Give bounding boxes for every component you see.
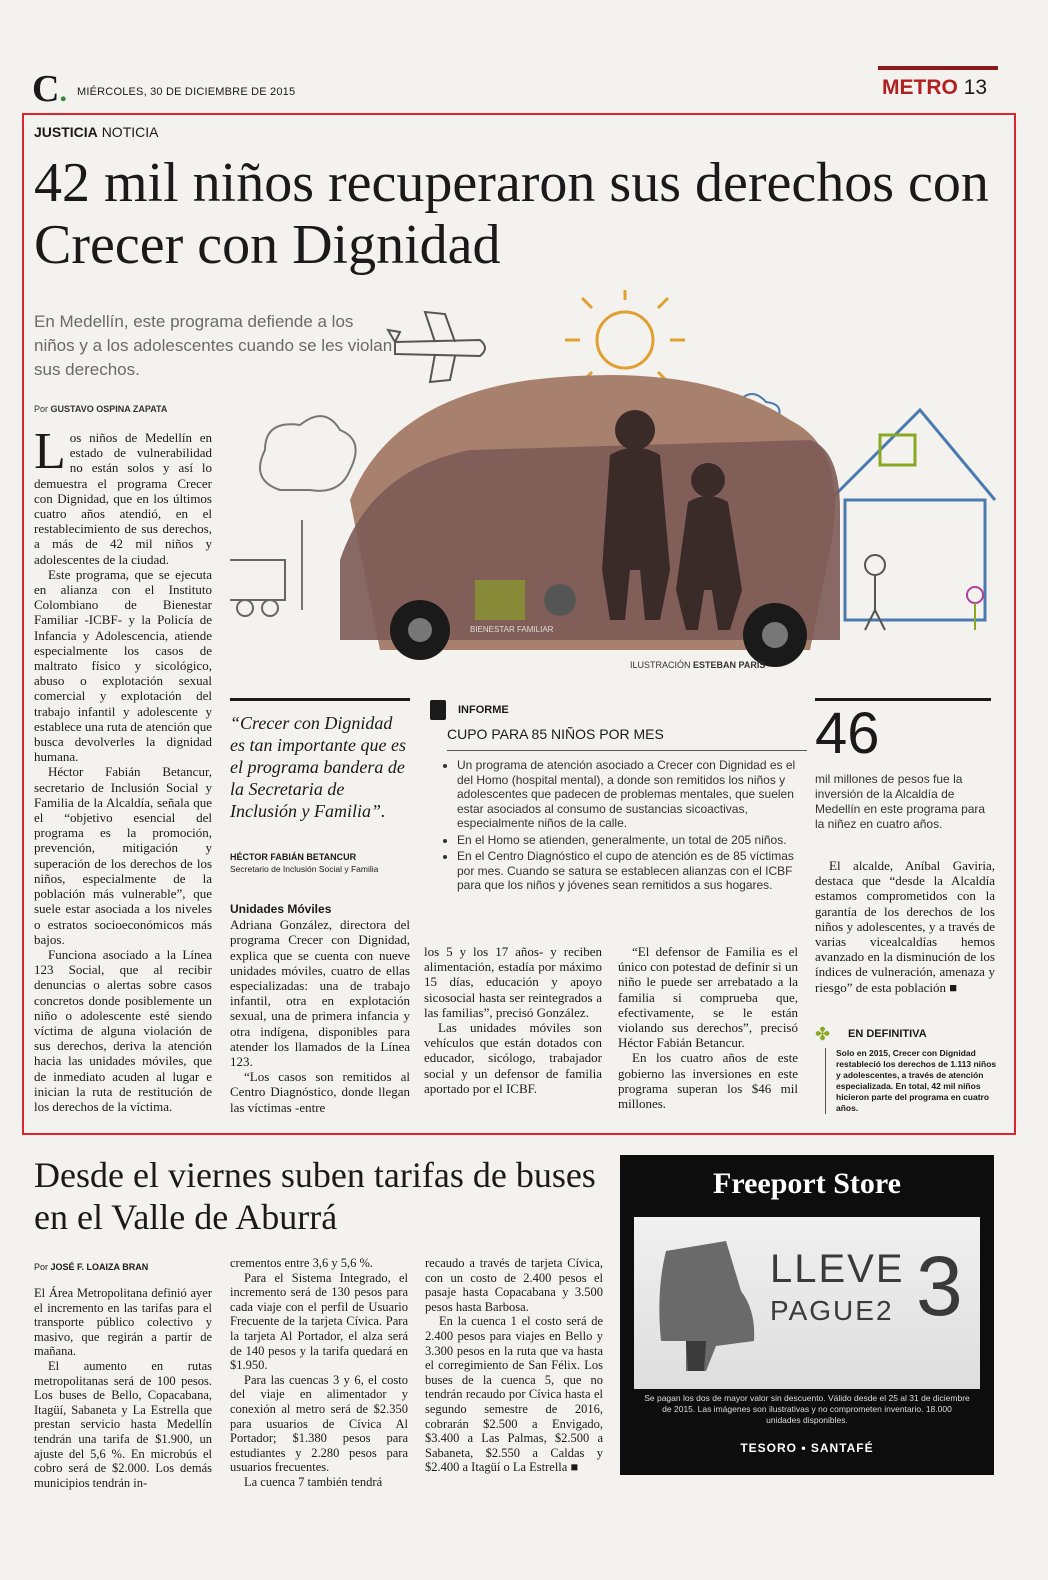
quote-role: Secretario de Inclusión Social y Familia — [230, 864, 379, 874]
article-column-5: El alcalde, Aníbal Gaviria, destaca que “desde la Alcaldía estamos comprometidos con la garantía de los derechos de los niños y adolescentes, y a través de varias vicealcaldías hemos avanzado en la disminución de los índices de vulneración, amenaza y riesgo” de esta población ■ — [815, 858, 995, 995]
ad-lleve: LLEVE — [770, 1247, 905, 1291]
informe-bullet: • Un programa de atención asociado a Crecer con Dignidad es el del Homo (hospital mental), a donde son remitidos los niños y adolescentes que padecen de problemas mentales, que suelen estar asociados al consumo de sustancias sicoactivas, especialmente niños de la calle. — [457, 758, 797, 831]
flower-drawing — [967, 587, 983, 630]
informe-label: INFORME — [458, 704, 509, 716]
police-logo — [544, 584, 576, 616]
second-article-column-3: recaudo a través de tarjeta Cívica, con un costo de 2.400 pesos el pasaje hasta Copacabana y 3.500 pesos hasta Barbosa. En la cuenca 1 el costo será de 2.400 pesos para viajes en Bello y 3.300 pesos en la ruta que va hasta el corregimiento de San Félix. Los buses de la cuenca 5, que no tendrán recaudo por Cívica hasta el segundo semestre de 2016, cobrarán $2.500 a Envigado, $3.400 a Las Palmas, $2.500 a Sabaneta, $2.550 a Caldas y $2.400 a Itagüí o La Estrella ■ — [425, 1256, 603, 1475]
dropcap: L — [34, 423, 66, 480]
ad-fine-print: Se pagan los dos de mayor valor sin descuento. Válido desde el 25 al 31 de diciembre de 2015. Las imágenes son ilustrativas y no comprometen inventario. 18.000 unidades disponibles. — [644, 1393, 970, 1425]
shoe-image — [646, 1231, 766, 1381]
article-kicker: JUSTICIA NOTICIA — [34, 124, 159, 140]
second-article-column-2: crementos entre 3,6 y 5,6 %. Para el Sistema Integrado, el incremento será de 130 pesos para cada viaje con el perfil de Usuario Frecuente de la tarjeta Cívica. Para la tarjeta Al Portador, el alza será de 140 pesos y la tarifa quedará en $1.950. Para las cuencas 3 y 6, el costo del viaje en alimentador y conexión al metro será de $2.350 para usuarios de Cívica Al Portador; $1.380 pesos para estudiantes y 2.280 pesos para usuarios frecuentes. La cuenca 7 también tendrá — [230, 1256, 408, 1489]
informe-body — [447, 758, 797, 895]
stat-text: mil millones de pesos fue la inversión de la Alcaldía de Medellín en este programa para la niñez en cuatro años. — [815, 772, 986, 831]
second-article-headline: Desde el viernes suben tarifas de buses en el Valle de Aburrá — [34, 1155, 596, 1237]
page-number: 13 — [963, 76, 988, 99]
van-logo-text: BIENESTAR FAMILIAR — [470, 625, 554, 634]
issue-date: MIÉRCOLES, 30 DE DICIEMBRE DE 2015 — [77, 86, 296, 98]
subhead-unidades-moviles: Unidades Móviles — [230, 902, 332, 916]
illustration-van — [230, 290, 1005, 690]
article-byline: Por GUSTAVO OSPINA ZAPATA — [34, 404, 168, 414]
ad-big-number: 3 — [916, 1239, 963, 1333]
ad-footer: TESORO • SANTAFÉ — [740, 1441, 874, 1455]
airplane-drawing — [388, 312, 485, 382]
quote-rule — [230, 698, 410, 701]
second-article-byline: Por JOSÉ F. LOAIZA BRAN — [34, 1262, 149, 1272]
informe-bullet: • En el Centro Diagnóstico el cupo de atención es de 85 víctimas por mes. Cuando se satura se establecen alianzas con el ICBF para que los niños y jóvenes sean remitidos a sus hogares. — [457, 849, 797, 893]
quote-name: HÉCTOR FABIÁN BETANCUR — [230, 852, 357, 862]
en-definitiva-label: EN DEFINITIVA — [848, 1028, 927, 1040]
newspaper-logo: C. — [32, 68, 67, 110]
document-icon — [430, 700, 446, 720]
informe-bullet: • En el Homo se atienden, generalmente, un total de 205 niños. — [457, 833, 797, 848]
second-article-column-1: El Área Metropolitana definió ayer el incremento en las tarifas para el transporte público colectivo y masivo, que regirán a partir de mañana. El aumento en rutas metropolitanas será de 100 pesos. Los buses de Bello, Copacabana, Itagüí, Sabaneta y La Estrella que prestan servicio hasta Medellín tendrán una tarifa de $1.900, un ajuste del 5,6 %. En microbús el cobro será de $2.000. Los demás municipios tendrán in- — [34, 1286, 212, 1490]
stat-number: 46 — [815, 701, 880, 766]
sun-drawing — [565, 290, 685, 382]
article-headline: 42 mil niños recuperaron sus derechos con Crecer con Dignidad — [34, 152, 989, 276]
article-column-4: “El defensor de Familia es el único con potestad de definir si un niño le puede ser arrebatado a la familia si comprueba que, efectivamente, se le están violando sus derechos”, precisó Héctor Fabián Betancur. En los cuatro años de este gobierno las inversiones en este programa superan los $46 mil millones. — [618, 944, 798, 1112]
icbf-logo — [475, 580, 525, 620]
en-definitiva-text: Solo en 2015, Crecer con Dignidad restableció los derechos de 1.113 niños y adolescentes, a través de atención especializada. En total, 42 mil niños hicieron parte del programa en cuatro años. — [825, 1048, 1003, 1114]
article-column-1: Los niños de Medellín en estado de vulnerabilidad no están solos y así lo demuestra el programa Crecer con Dignidad, que en los últimos cuatro años atendió, en el restablecimiento de sus derechos, a más de 42 mil niños y adolescentes de la ciudad. Este programa, que se ejecuta en alianza con el Instituto Colombiano de Bienestar Familiar -ICBF- y la Policía de Infancia y Adolescencia, atiende especialmente los casos de maltrato físico y sicológico, abuso o explotación sexual comercial y explotación del trabajo infantil y adolescente y establece una ruta de atención que busca devolverles la dignidad humana. Héctor Fabián Betancur, secretario de Inclusión Social y Familia de la Alcaldía, señala que el “objetivo esencial del programa es la promoción, prevención, mitigación y superación de los derechos de los niños, especialmente de la población más vulnerable”, que suele estar asociada a los niveles o estratos socioeconómicos más bajos. Funciona asociado a la Línea 123 Social, que al recibir denuncias o alertas sobre casos concretos donde posiblemente un niño o adolescente esté siendo víctima de alguna violación de sus derechos, deriva la atención hacia las unidades móviles, que de inmediato acuden al lugar e inician la ruta de restitución de los derechos de la víctima. — [34, 423, 212, 1114]
article-column-3: los 5 y los 17 años- y reciben alimentación, estadía por máximo 15 días, educación y apoyo sicosocial hasta ser reintegrados a las familias”, precisó González. Las unidades móviles son vehículos que están dotados con educador, sicólogo, trabajador social y un defensor de familia aportado por el ICBF. — [424, 944, 602, 1096]
section-name: METRO — [882, 76, 958, 99]
ad-photo — [634, 1217, 980, 1389]
section-label — [882, 76, 987, 100]
article-column-2: Unidades Móviles Adriana González, directora del programa Crecer con Dignidad, explica que se cuenta con nueve unidades móviles, cuatro de ellas especializadas: una de trabajo infantil, otra en explotación sexual, una de primera infancia y otra indígena, disponibles para atender los llamados de la Línea 123. “Los casos son remitidos al Centro Diagnóstico, donde llegan las víctimas -entre — [230, 902, 410, 1115]
section-bar — [878, 66, 998, 70]
illustration-credit: ILUSTRACIÓN ESTEBAN PARÍS — [630, 660, 766, 670]
freeport-store-ad — [620, 1155, 994, 1475]
ad-pague: PAGUE2 — [770, 1295, 894, 1326]
pull-quote: “Crecer con Dignidad es tan importante que es el programa bandera de la Secretaria de Inclusión y Familia”. — [230, 713, 406, 821]
informe-title: CUPO PARA 85 NIÑOS POR MES — [447, 726, 807, 751]
ad-title: Freeport Store — [713, 1167, 901, 1200]
article-deck: En Medellín, este programa defiende a los niños y a los adolescentes cuando se les violan sus derechos. — [34, 312, 393, 379]
car-drawing — [230, 560, 285, 616]
clover-icon: ✤ — [815, 1024, 831, 1044]
